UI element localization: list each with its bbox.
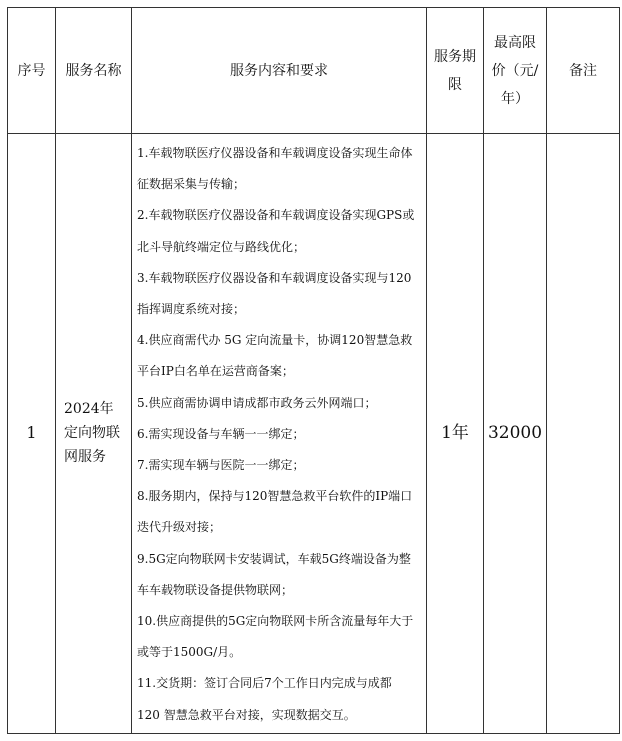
header-name: 服务名称 bbox=[56, 8, 132, 134]
header-content: 服务内容和要求 bbox=[132, 8, 427, 134]
service-table bbox=[7, 7, 620, 734]
content-item-6: 6.需实现设备与车辆一一绑定； bbox=[137, 426, 305, 441]
content-item-8: 8.服务期内，保持与120智慧急救平台软件的IP端口迭代升级对接； bbox=[137, 489, 413, 535]
table-row bbox=[8, 134, 620, 734]
content-item-3: 3.车载物联医疗仪器设备和车载调度设备实现与120指挥调度系统对接； bbox=[137, 270, 412, 317]
content-item-7: 7.需实现车辆与医院一一绑定； bbox=[137, 458, 305, 473]
content-item-9: 9.5G定向物联网卡安装调试，车载5G终端设备为整车车载物联设备提供物联网； bbox=[137, 551, 411, 597]
row-period: 1年 bbox=[427, 134, 484, 734]
header-index: 序号 bbox=[8, 8, 56, 134]
header-period: 服务期限 bbox=[427, 8, 484, 134]
content-item-4: 4.供应商需代办 5G 定向流量卡，协调120智慧急救平台IP白名单在运营商备案； bbox=[137, 333, 413, 379]
content-item-11: 11.交货期：签订合同后7个工作日内完成与成都 120 智慧急救平台对接，实现数据交互。 bbox=[137, 676, 392, 722]
row-content bbox=[132, 134, 427, 734]
row-price: 32000 bbox=[484, 134, 547, 734]
row-index: 1 bbox=[8, 134, 56, 734]
header-note: 备注 bbox=[547, 8, 620, 134]
content-item-1: 1.车载物联医疗仪器设备和车载调度设备实现生命体征数据采集与传输； bbox=[137, 146, 413, 192]
content-item-10: 10.供应商提供的5G定向物联网卡所含流量每年大于或等于1500G/月。 bbox=[137, 614, 414, 660]
header-row bbox=[8, 8, 620, 134]
row-service-name: 2024年定向物联网服务 bbox=[56, 134, 132, 734]
header-price: 最高限价（元/年） bbox=[484, 8, 547, 134]
content-item-5: 5.供应商需协调申请成都市政务云外网端口； bbox=[137, 395, 377, 410]
row-note bbox=[547, 134, 620, 734]
content-item-2: 2.车载物联医疗仪器设备和车载调度设备实现GPS或北斗导航终端定位与路线优化； bbox=[137, 208, 415, 254]
